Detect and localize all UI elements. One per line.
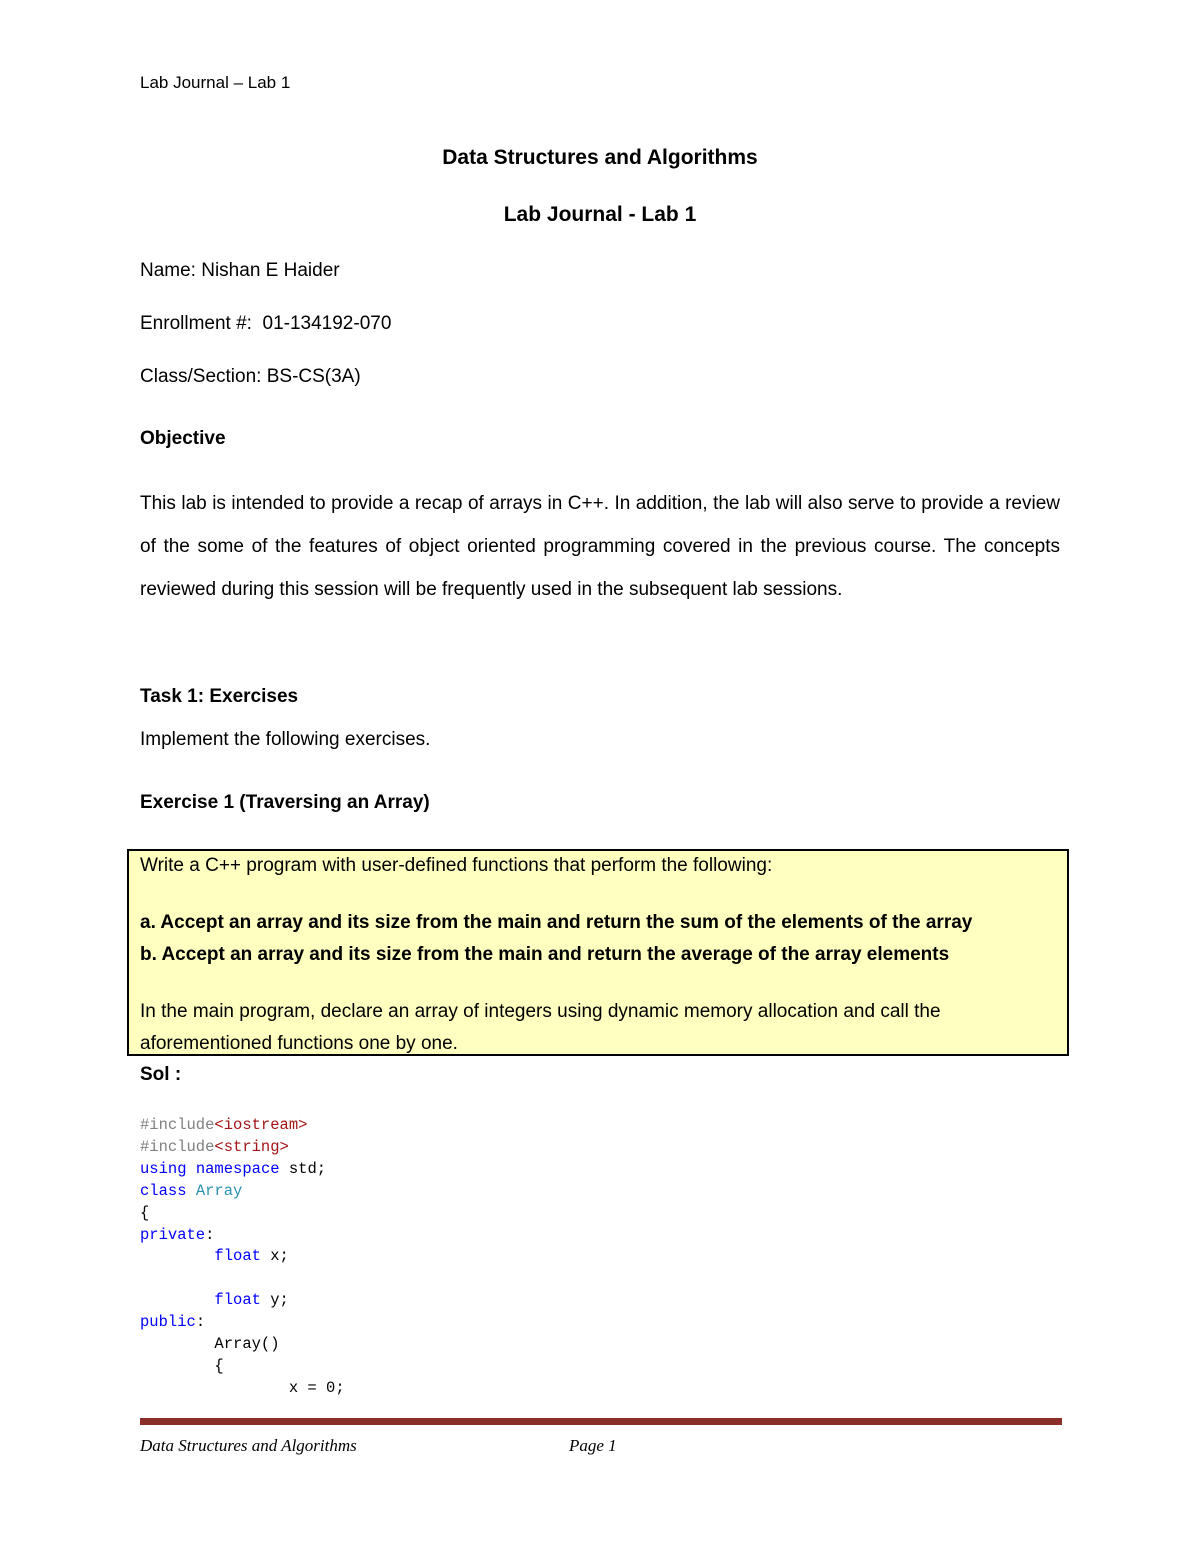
code-token-kw: float (214, 1291, 261, 1310)
exercise-heading: Exercise 1 (Traversing an Array) (140, 792, 430, 813)
code-token-id: std; (288, 1159, 327, 1178)
code-token-pp: #include (140, 1137, 215, 1156)
enrollment-label: Enrollment #: (140, 313, 252, 334)
code-token-kw: class (140, 1181, 187, 1200)
code-token-kw: namespace (195, 1159, 280, 1178)
code-token-id: : Array() { x = 0; (195, 1313, 345, 1397)
code-token-id: { (140, 1203, 150, 1222)
code-token-id: : (205, 1225, 215, 1244)
objective-heading: Objective (140, 428, 226, 449)
code-token-str: <string> (214, 1137, 289, 1156)
code-token-id: y; (270, 1291, 289, 1310)
solution-label: Sol : (140, 1064, 182, 1085)
lab-title: Lab Journal - Lab 1 (503, 203, 697, 226)
code-block (140, 1115, 345, 1400)
objective-text: This lab is intended to provide a recap of arrays in C++. In addition, the lab will also serve to provide a review of the some of the features of object oriented programming covered in the previous course. The concepts reviewed during this session will be frequently used in the subsequent lab sessions. (140, 493, 1060, 600)
code-token-pp: #include (140, 1116, 215, 1134)
exercise-item-a: a. Accept an array and its size from the main and return the sum of the elements of the array (140, 912, 973, 933)
code-token-kw: public (140, 1313, 196, 1332)
page-number: Page 1 (569, 1436, 617, 1455)
code-token-kw: using (140, 1159, 187, 1178)
code-token-str: <iostream> (214, 1116, 308, 1134)
enrollment-value: 01-134192-070 (262, 313, 392, 334)
task-heading: Task 1: Exercises (140, 686, 299, 707)
task-instruction: Implement the following exercises. (140, 729, 431, 750)
course-title: Data Structures and Algorithms (442, 146, 758, 169)
footer-rule (140, 1418, 1062, 1425)
exercise-item-b: b. Accept an array and its size from the main and return the average of the array elements (140, 944, 950, 965)
code-token-kw: float (214, 1247, 261, 1266)
running-header: Lab Journal – Lab 1 (140, 73, 291, 92)
code-token-id (187, 1182, 196, 1200)
code-token-id (187, 1160, 196, 1178)
class-section: Class/Section: BS-CS(3A) (140, 366, 361, 387)
footer-title: Data Structures and Algorithms (140, 1436, 357, 1455)
exercise-main-line2: aforementioned functions one by one. (140, 1033, 458, 1054)
exercise-main-line1: In the main program, declare an array of integers using dynamic memory allocation and call the (140, 1001, 941, 1022)
code-token-kw: private (140, 1225, 206, 1244)
enrollment-row (140, 313, 391, 335)
code-token-id: x; (270, 1247, 289, 1266)
exercise-intro: Write a C++ program with user-defined functions that perform the following: (140, 855, 773, 876)
student-name: Name: Nishan E Haider (140, 260, 340, 281)
code-token-ty: Array (195, 1181, 243, 1200)
